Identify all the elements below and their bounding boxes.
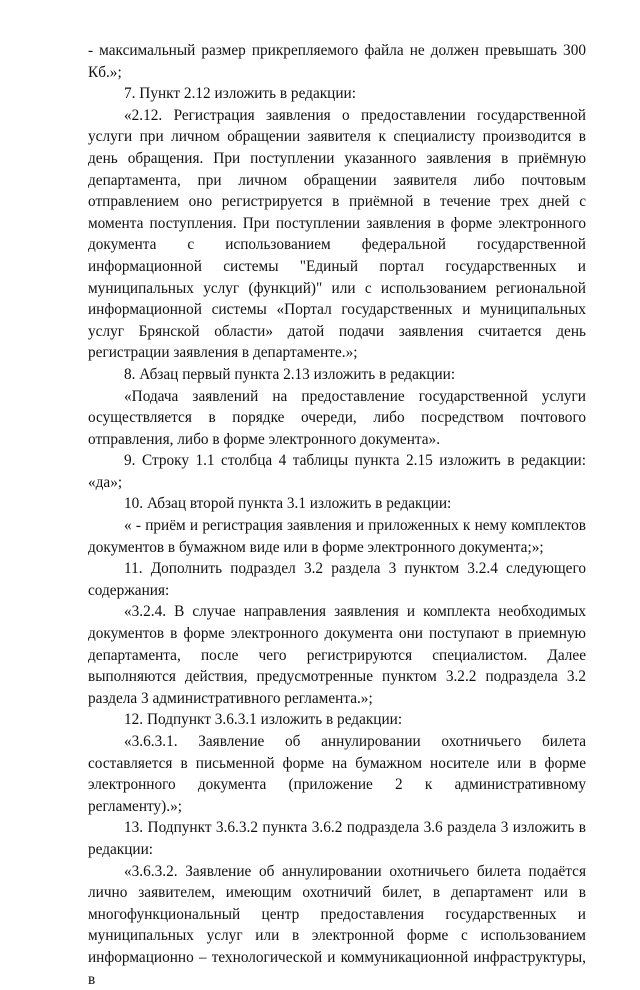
paragraph-item-10: 10. Абзац второй пункта 3.1 изложить в редакции: — [124, 495, 452, 513]
paragraph-clause-3-6-3-2: «3.6.3.2. Заявление об аннулировании охотничьего билета подаётся лично заявителем, имеющим охотничий билет, в департамент или в многофункциональный центр предоставления государственных и муниципальных услуг или в электронной форме с использованием информационно – технологической и коммуникационной инфраструктуры, в — [88, 862, 586, 988]
paragraph-clause-3-2-4: «3.2.4. В случае направления заявления и комплекта необходимых документов в форме электронного документа они поступают в приемную департамента, после чего регистрируются специалистом. Далее выполняются действия, предусмотренные пунктом 3.2.2 подраздела 3.2 раздела 3 административного регламента.»; — [88, 603, 586, 707]
paragraph-item-11: 11. Дополнить подраздел 3.2 раздела 3 пунктом 3.2.4 следующего содержания: — [88, 560, 586, 599]
paragraph-item-13: 13. Подпункт 3.6.3.2 пункта 3.6.2 подраздела 3.6 раздела 3 изложить в редакции: — [88, 819, 586, 858]
paragraph-file-size: - максимальный размер прикрепляемого файла не должен превышать 300 Кб.»; — [88, 42, 586, 81]
paragraph-item-8: 8. Абзац первый пункта 2.13 изложить в редакции: — [124, 365, 456, 383]
paragraph-clause-2-13: «Подача заявлений на предоставление государственной услуги осуществляется в порядке очереди, либо посредством почтового отправления, либо в форме электронного документа». — [88, 387, 586, 448]
document-page — [88, 0, 586, 990]
paragraph-item-12: 12. Подпункт 3.6.3.1 изложить в редакции: — [124, 711, 403, 729]
paragraph-clause-2-12: «2.12. Регистрация заявления о предоставлении государственной услуги при личном обращении заявителя к специалисту производится в день обращения. При поступлении указанного заявления в приёмную департамента, при личном обращении заявителя либо почтовым отправлением оно регистрируется в приёмной в течение трех дней с момента поступления. При поступлении заявления в форме электронного документа с использованием федеральной государственной информационной системы "Единый портал государственных и муниципальных услуг (функций)" или с использованием региональной информационной системы «Портал государственных и муниципальных услуг Брянской области» датой подачи заявления считается день регистрации заявления в департаменте.»; — [88, 106, 586, 362]
paragraph-clause-3-1: « - приём и регистрация заявления и приложенных к нему комплектов документов в бумажном виде или в форме электронного документа;»; — [88, 517, 586, 556]
paragraph-clause-3-6-3-1: «3.6.3.1. Заявление об аннулировании охотничьего билета составляется в письменной форме на бумажном носителе или в форме электронного документа (приложение 2 к административному регламенту).»; — [88, 733, 586, 815]
paragraph-item-9: 9. Строку 1.1 столбца 4 таблицы пункта 2.15 изложить в редакции: «да»; — [88, 452, 586, 491]
paragraph-item-7: 7. Пункт 2.12 изложить в редакции: — [124, 85, 356, 103]
